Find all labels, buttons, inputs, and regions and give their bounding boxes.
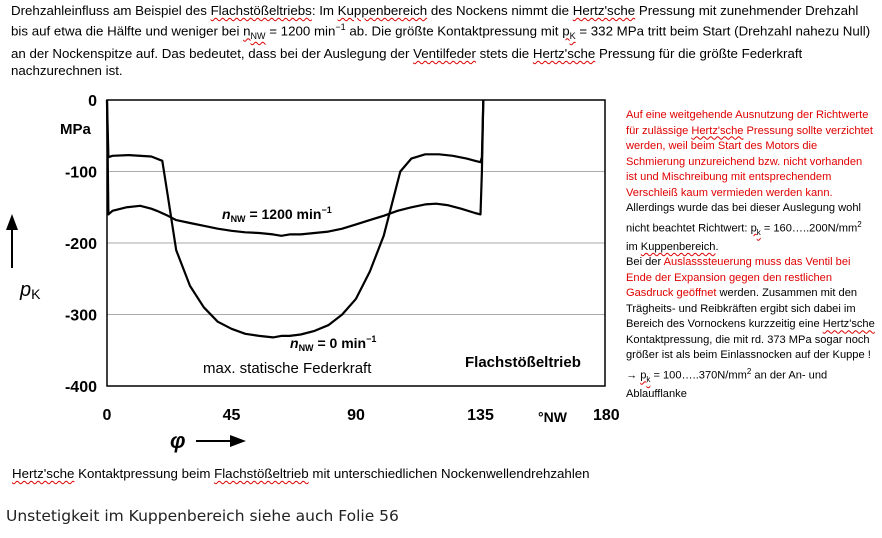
footer-note: Unstetigkeit im Kuppenbereich siehe auch Folie 56 [6,507,399,525]
y-unit-label: MPa [60,121,91,138]
figure-caption: Hertz'sche Kontaktpressung beim Flachstößeltrieb mit unterschiedlichen Nockenwellendrehzahlen [12,466,590,481]
curve-label-0: $n_{NW} = 0$ $\min^{-1}$ [290,334,377,353]
x-tick-label: 0 [102,407,112,424]
y-tick-label: 0 [88,93,97,110]
x-tick-label: 180 [593,407,620,424]
x-tick-label: 45 [222,407,241,424]
y-tick-label: -200 [64,236,97,253]
annotation-spring-force: max. statische Federkraft [203,360,372,377]
x-tick-label: 90 [347,407,365,424]
side-notes [626,108,876,403]
note-lubrication: Auf eine weitgehende Ausnutzung der Richtwerte für zulässige Hertz'sche Pressung sollte verzichtet werden, weil beim Start des Motors die Schmierung unzureichend bzw. nicht vorhanden ist und Mischreibung mit entsprechendem Verschleiß kaum vermieden werden kann. [626,109,873,199]
y-axis-arrow-icon [6,214,18,268]
y-tick-labels [65,93,97,396]
note-exhaust: Bei der Auslasssteuerung muss das Ventil bei Ende der Expansion gegen den restlichen Gasdruck geöffnet werden. Zusammen mit den Trägheits- und Reibkräften ergibt sich dabei im Bereich des Vornockens kurzzeitig eine Hertz'sche Kontaktpressung, die mit rd. 373 MPa sogar noch größer ist als beim Einlassnocken auf der Kuppe ! [626,256,875,362]
y-tick-label: -300 [64,307,97,325]
annotation-drive-type: Flachstößeltrieb [465,354,581,371]
note-design: Allerdings wurde das bei dieser Auslegung wohl nicht beachtet Richtwert: $p_k$ = $160\dots..200N/mm^2$ im Kuppenbereich. [626,202,862,253]
x-axis-arrow-icon [196,435,246,447]
curve-label-1200: $n_{NW} = 1200$ $\min^{-1}$ [222,205,332,224]
x-tick-label: 135 [467,407,494,424]
y-tick-label: -400 [64,379,97,396]
y-axis-label: pK [20,279,41,302]
x-axis-label: φ [170,428,186,453]
x-unit-label: °NW [538,409,567,425]
y-tick-label: -100 [64,164,97,182]
note-range: → $p_k$ = $100\dots..370N/mm^2$ an der An- und Ablaufflanke [626,366,828,401]
pressure-chart [0,86,620,456]
intro-paragraph: Drehzahleinfluss am Beispiel des Flachstößeltriebs: Im Kuppenbereich des Nockens nimmt die Hertz'sche Pressung mit zunehmender Drehzahl bis auf etwa die Hälfte und weniger bei $n_{NW} = 1200$ $\min^{-1}$ ab. Die größte Kontaktpressung mit $p_K = 332$ MPa tritt beim Start (Drehzahl nahezu Null) an der Nockenspitze auf. Das bedeutet, dass bei der Auslegung der Ventilfeder stets die Hertz'sche Pressung für die größte Federkraft nachzurechnen ist. [11,3,871,79]
